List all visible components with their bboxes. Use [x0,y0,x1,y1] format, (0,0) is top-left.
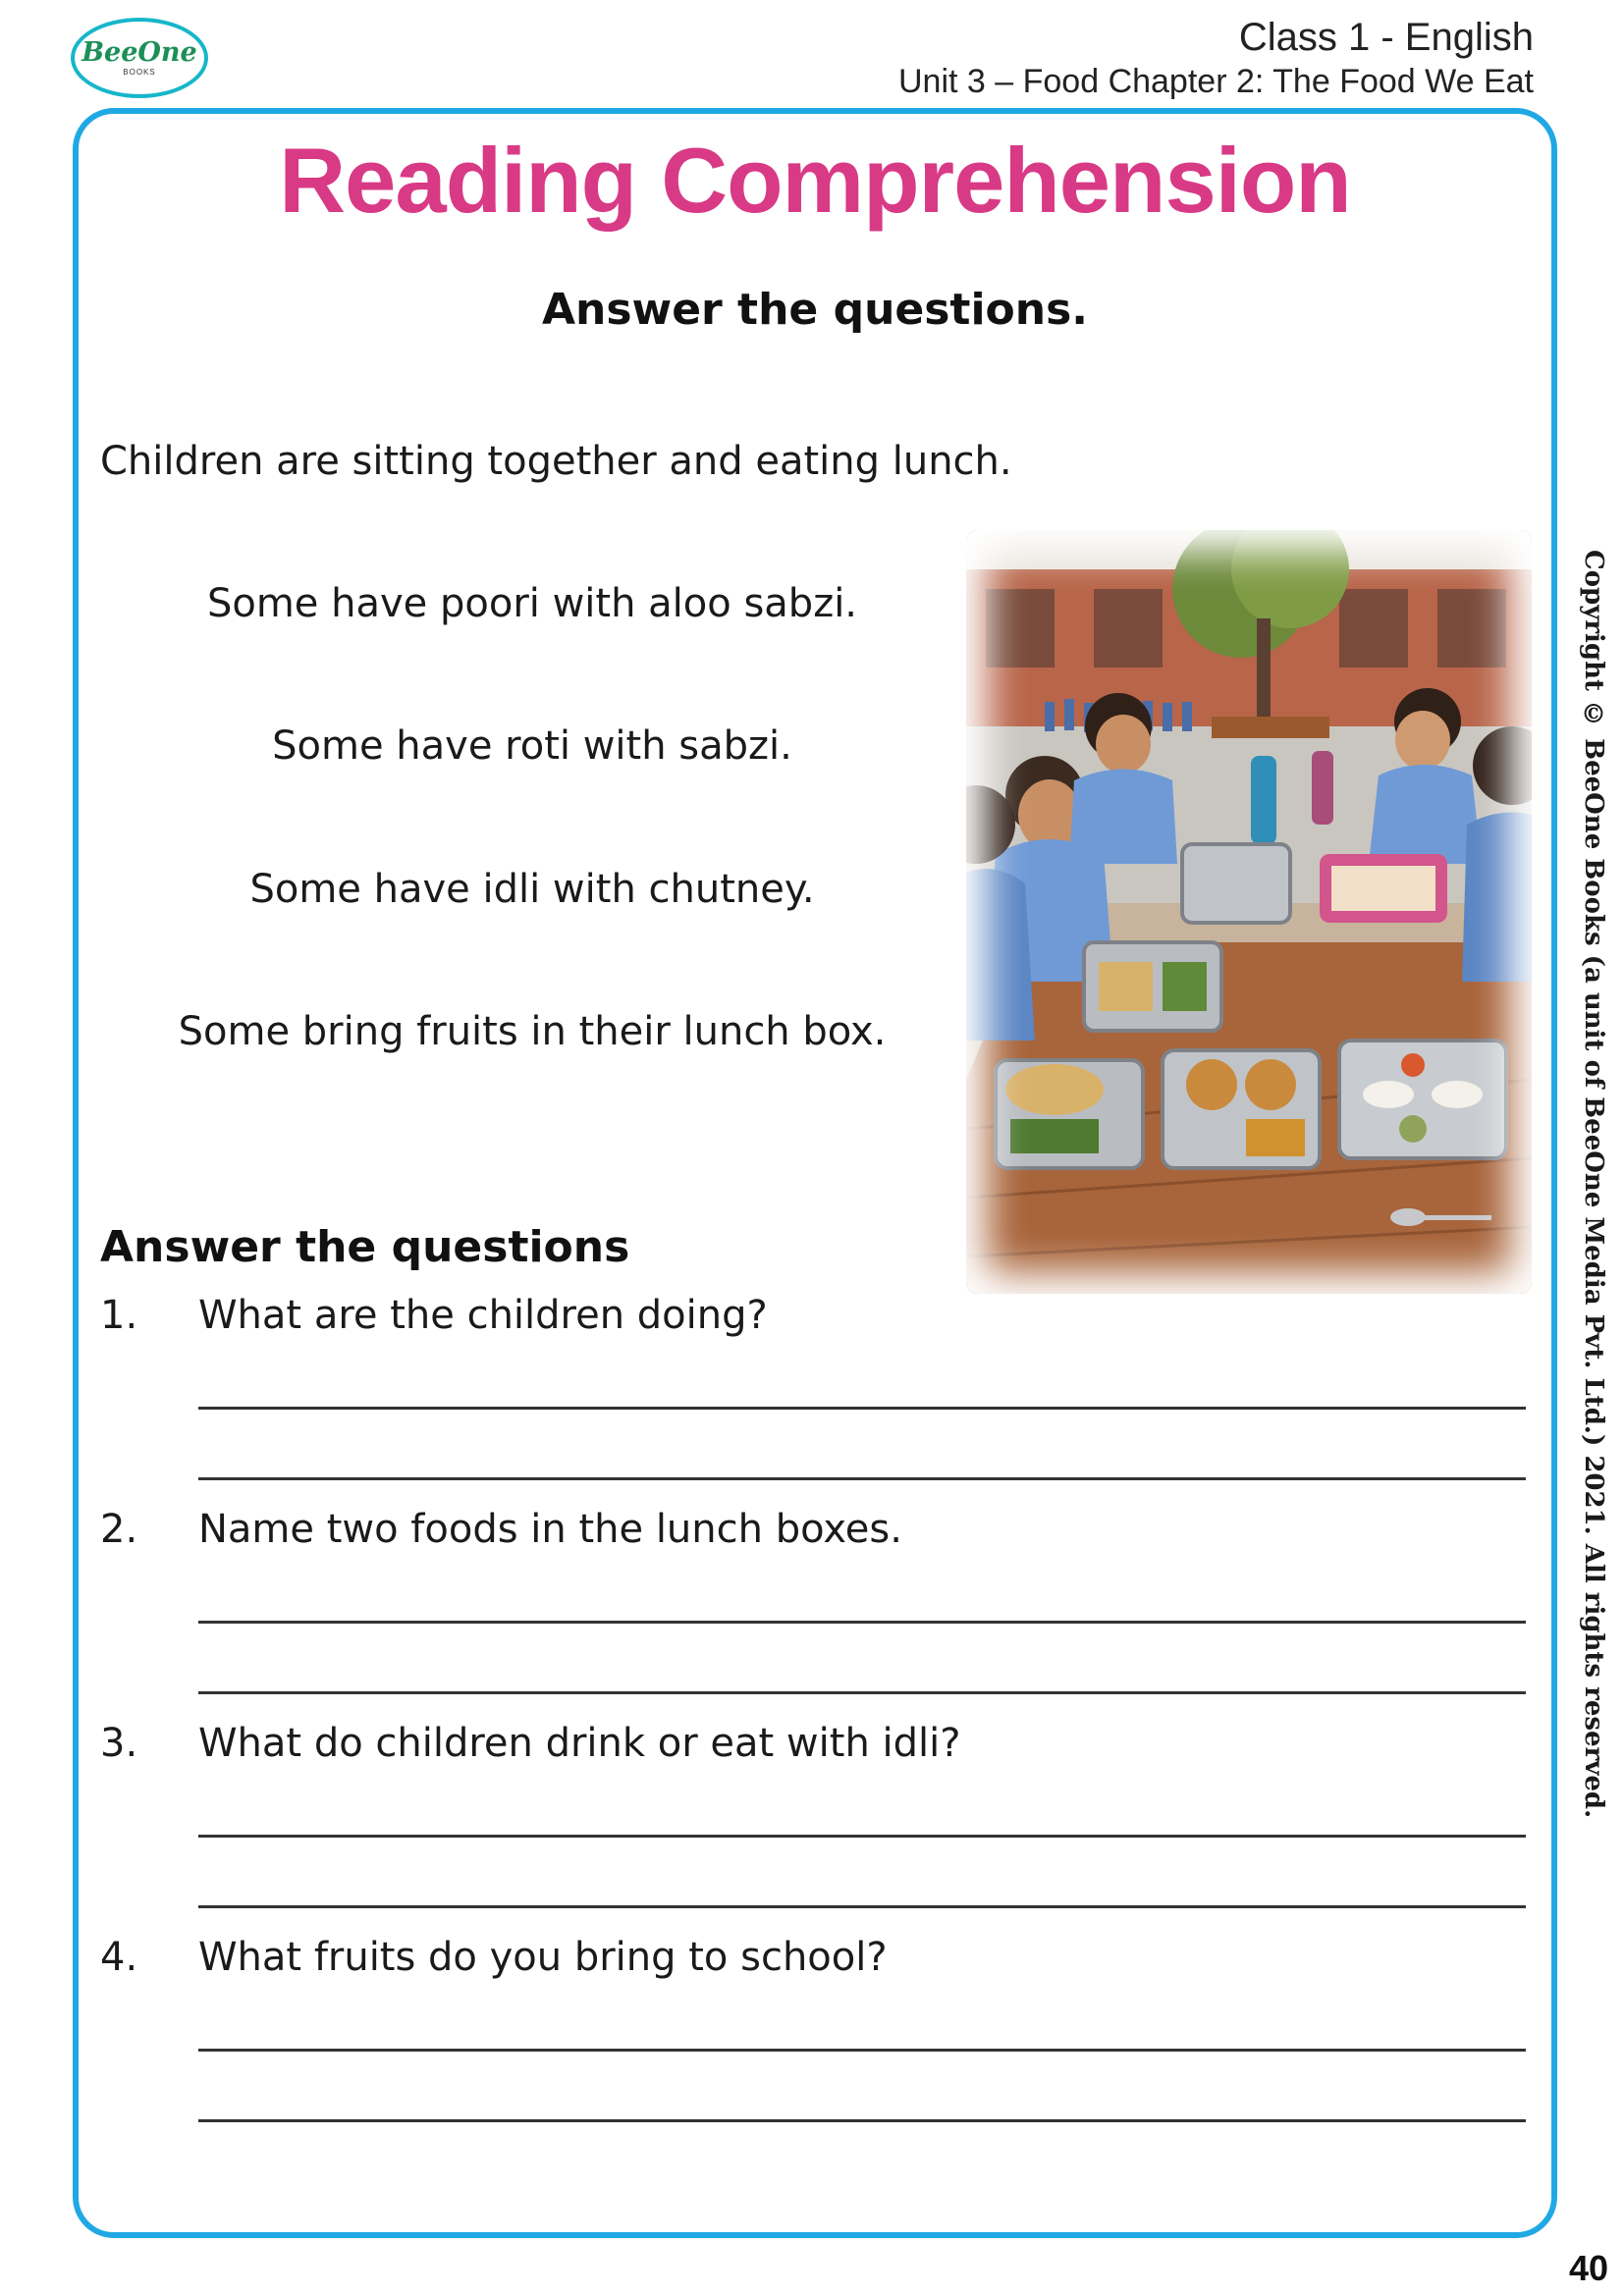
passage-intro: Children are sitting together and eating lunch. [100,439,1012,484]
question-number: 4. [100,1935,138,1980]
instruction-heading: Answer the questions. [541,285,1088,335]
passage-line: Some have poori with aloo sabzi. [206,581,858,626]
beeone-logo [71,18,208,98]
answer-line[interactable] [198,2119,1526,2122]
answer-line[interactable] [198,1691,1526,1694]
question-text: What fruits do you bring to school? [198,1935,888,1980]
logo-main-text: BeeOne [81,37,197,68]
passage-line: Some have roti with sabzi. [272,723,792,769]
answer-line[interactable] [198,1621,1526,1624]
children-eating-lunch-photo [966,530,1532,1294]
answer-line[interactable] [198,1835,1526,1838]
answer-line[interactable] [198,2049,1526,2052]
answer-line[interactable] [198,1407,1526,1410]
question-text: What do children drink or eat with idli? [198,1721,961,1766]
logo-sub-text: BOOKS [123,68,156,77]
page-number: 40 [1568,2248,1608,2288]
question-number: 1. [100,1293,138,1338]
answer-line[interactable] [198,1477,1526,1480]
page-title: Reading Comprehension [279,129,1351,232]
passage-line: Some bring fruits in their lunch box. [178,1009,887,1054]
answer-line[interactable] [198,1905,1526,1908]
question-text: Name two foods in the lunch boxes. [198,1507,902,1552]
question-number: 2. [100,1507,138,1552]
copyright-notice: Copyright © BeeOne Books (a unit of BeeOne Media Pvt. Ltd.) 2021. All rights reserved. [1579,550,1608,1819]
question-text: What are the children doing? [198,1293,768,1338]
class-title: Class 1 - English [1238,16,1534,59]
passage-line: Some have idli with chutney. [249,867,815,912]
questions-heading: Answer the questions [100,1222,630,1272]
question-number: 3. [100,1721,138,1766]
unit-chapter-title: Unit 3 – Food Chapter 2: The Food We Eat [898,63,1534,100]
